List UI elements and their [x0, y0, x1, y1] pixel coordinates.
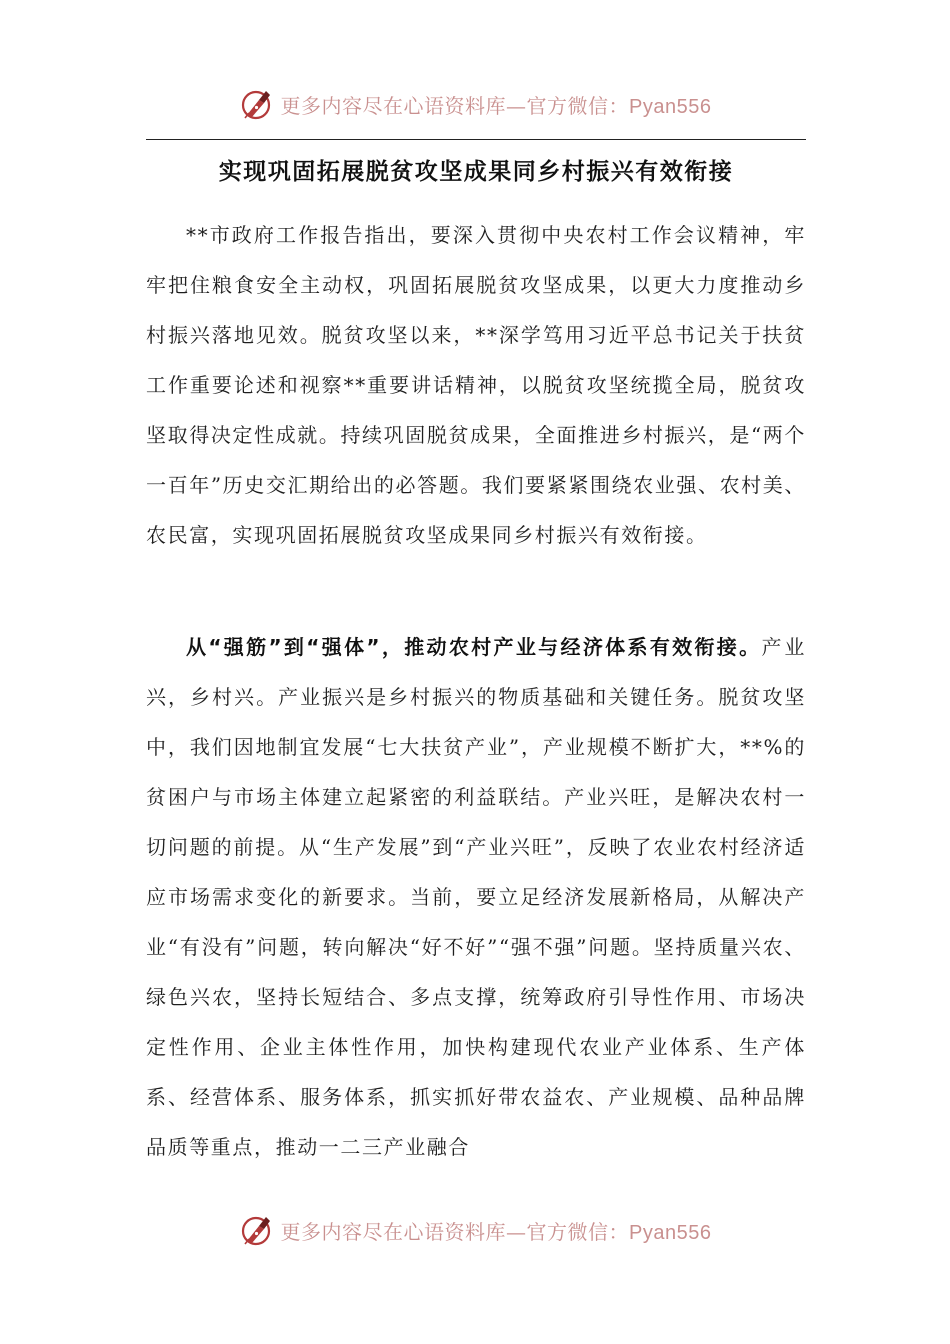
paragraph-2-lead: 从“强筋”到“强体”，推动农村产业与经济体系有效衔接。: [186, 635, 762, 659]
paragraph-2: [146, 622, 806, 1172]
footer-watermark: [0, 1208, 950, 1252]
header-watermark: [0, 82, 950, 126]
paragraph-2-body: 产业兴，乡村兴。产业振兴是乡村振兴的物质基础和关键任务。脱贫攻坚中，我们因地制宜发展“七大扶贫产业”，产业规模不断扩大，**%的贫困户与市场主体建立起紧密的利益联结。产业兴旺，是解决农村一切问题的前提。从“生产发展”到“产业兴旺”，反映了农业农村经济适应市场需求变化的新要求。当前，要立足经济发展新格局，从解决产业“有没有”问题，转向解决“好不好”“强不强”问题。坚持质量兴农、绿色兴农，坚持长短结合、多点支撑，统筹政府引导性作用、市场决定性作用、企业主体性作用，加快构建现代农业产业体系、生产体系、经营体系、服务体系，抓实抓好带农益农、产业规模、品种品牌品质等重点，推动一二三产业融合: [146, 635, 806, 1159]
fountain-pen-logo-icon: [239, 1212, 275, 1248]
watermark-code: Pyan556: [629, 1221, 712, 1244]
paragraph-industry: [146, 622, 806, 1172]
document-title: 实现巩固拓展脱贫攻坚成果同乡村振兴有效衔接: [218, 159, 734, 185]
watermark-code: Pyan556: [629, 95, 712, 118]
paragraph-1-text: **市政府工作报告指出，要深入贯彻中央农村工作会议精神，牢牢把住粮食安全主动权，巩固拓展脱贫攻坚成果，以更大力度推动乡村振兴落地见效。脱贫攻坚以来，**深学笃用习近平总书记关于扶贫工作重要论述和视察**重要讲话精神，以脱贫攻坚统揽全局，脱贫攻坚取得决定性成就。持续巩固脱贫成果，全面推进乡村振兴，是“两个一百年”历史交汇期给出的必答题。我们要紧紧围绕农业强、农村美、农民富，实现巩固拓展脱贫攻坚成果同乡村振兴有效衔接。: [146, 223, 806, 547]
fountain-pen-logo-icon: [239, 86, 275, 122]
header-divider: [146, 139, 806, 140]
paragraph-intro: [146, 210, 806, 560]
watermark-text: 更多内容尽在心语资料库—官方微信：Pyan556: [280, 1219, 712, 1244]
watermark-text: 更多内容尽在心语资料库—官方微信：Pyan556: [280, 93, 712, 118]
